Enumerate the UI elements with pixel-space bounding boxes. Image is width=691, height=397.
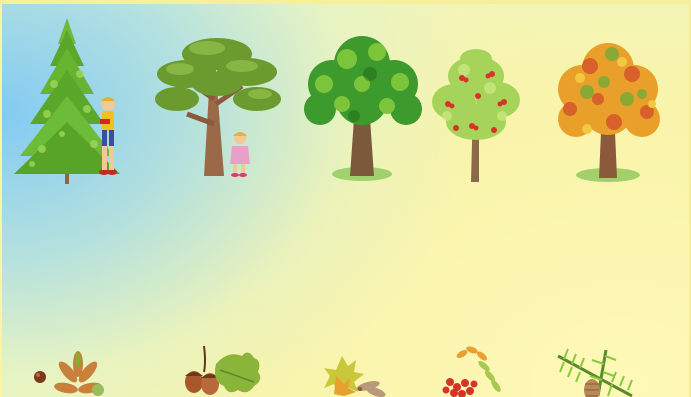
oak-leaf-item[interactable]	[185, 346, 260, 395]
oak-tree[interactable]	[155, 38, 281, 177]
maple-tree[interactable]	[558, 43, 660, 182]
game-board	[2, 4, 691, 397]
game-scene	[2, 4, 689, 397]
rowan-tree[interactable]	[432, 49, 520, 182]
chestnut-leaf-item[interactable]	[34, 351, 104, 396]
rowan-leaf-item[interactable]	[443, 345, 503, 397]
chestnut-tree[interactable]	[304, 36, 422, 181]
girl-character-icon	[230, 132, 250, 177]
spruce-branch-item[interactable]	[558, 349, 632, 397]
maple-leaf-item[interactable]	[324, 356, 387, 397]
spruce-tree[interactable]	[14, 18, 120, 184]
